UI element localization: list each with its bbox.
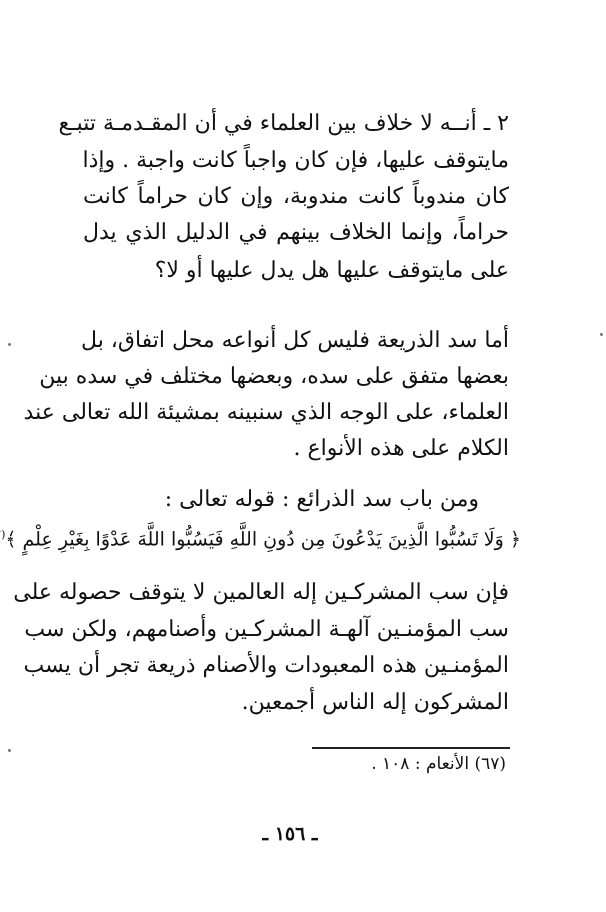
paragraph-3-line-4: المشركون إله الناس أجمعين. (241, 690, 509, 715)
paragraph-2-line-2: بعضها متفق على سده، وبعضها مختلف في سده بين (39, 364, 509, 389)
page-number: ـ ١٥٦ ـ (262, 823, 318, 845)
scan-speck (8, 749, 11, 752)
paragraph-3-line-3: المؤمنـين هذه المعبودات والأصنام ذريعة تجر أن يسب (23, 653, 509, 678)
scan-speck (600, 333, 603, 336)
footnote-marker: ( (1, 528, 6, 541)
paragraph-1-line-5: على مايتوقف عليها هل يدل عليها أو لا؟ (154, 258, 509, 283)
footnote-separator (312, 747, 510, 749)
footnote: (٦٧) الأنعام : ١٠٨ . (371, 754, 506, 774)
paragraph-2-line-1: أما سد الذريعة فليس كل أنواعه محل اتفاق، بل (81, 328, 509, 353)
quran-verse-text: ﴿ وَلَا تَسُبُّوا الَّذِينَ يَدْعُونَ مِن دُونِ اللَّهِ فَيَسُبُّوا اللَّهَ عَدْوًا بِغَيْرِ عِلْمٍ ﴾ (5, 528, 521, 551)
paragraph-1-line-1: ٢ ـ أنــه لا خلاف بين العلماء في أن المقـدمـة تتبـع (58, 111, 509, 136)
paragraph-3-line-1: فإن سب المشركـين إله العالمين لا يتوقف حصوله على (13, 580, 509, 605)
paragraph-1-line-2: مايتوقف عليها، فإن كان واجباً كانت واجبة . وإذا (82, 148, 509, 173)
paragraph-2-line-3: العلماء، على الوجه الذي سنبينه بمشيئة الله تعالى عند (23, 400, 509, 425)
scan-speck (8, 343, 11, 346)
quran-verse (1, 520, 521, 554)
paragraph-3-line-2: سب المؤمنـين آلهـة المشركـين وأصنامهم، ولكن سب (24, 617, 509, 642)
paragraph-1-line-4: حراماً، وإنما الخلاف بينهم في الدليل الذي يدل (83, 220, 509, 245)
paragraph-2-line-4: الكلام على هذه الأنواع . (293, 436, 509, 461)
paragraph-1-line-3: كان مندوباً كانت مندوبة، وإن كان حراماً كانت (83, 184, 509, 209)
verse-intro-line: ومن باب سد الذرائع : قوله تعالى : (164, 487, 479, 512)
